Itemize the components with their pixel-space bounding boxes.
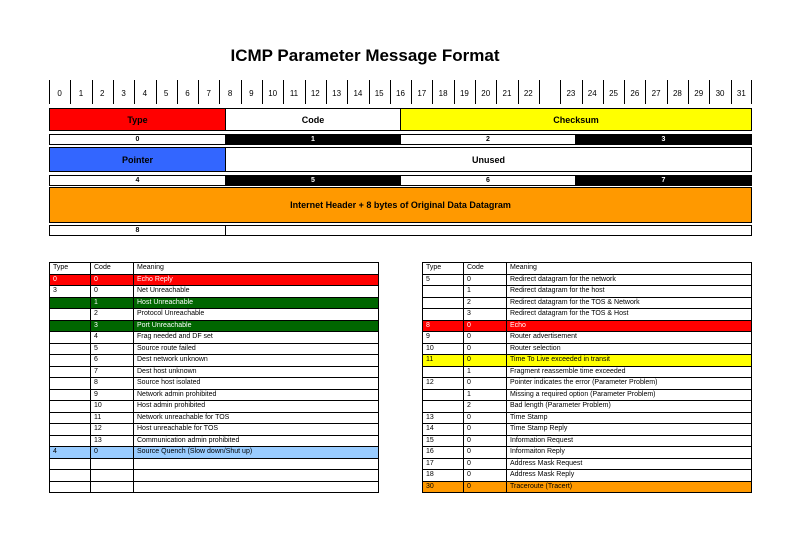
bit-ruler <box>49 80 752 104</box>
table-cell-type: 5 <box>423 274 464 286</box>
bit-number: 26 <box>630 89 640 98</box>
bit-number: 13 <box>332 89 342 98</box>
bit-number: 29 <box>694 89 704 98</box>
bit-tick <box>603 80 604 104</box>
bit-tick <box>539 80 540 104</box>
table-header-row <box>50 263 379 275</box>
table-cell-code: 0 <box>464 320 507 332</box>
table-cell-meaning: Traceroute (Tracert) <box>507 481 752 493</box>
bit-number: 16 <box>396 89 405 98</box>
table-cell-type <box>50 401 91 413</box>
bit-tick <box>390 80 391 104</box>
header-row-3 <box>49 187 752 223</box>
table-cell-code: 2 <box>464 297 507 309</box>
bit-number: 30 <box>715 89 725 98</box>
table-row <box>50 378 379 390</box>
table-cell-code: 0 <box>464 458 507 470</box>
table-cell-meaning <box>134 470 379 482</box>
byte-index: 0 <box>50 135 226 144</box>
bit-tick <box>241 80 242 104</box>
byte-row-2 <box>49 175 752 186</box>
table-row <box>50 355 379 367</box>
table-header-cell: Type <box>50 263 91 275</box>
bit-number: 3 <box>121 89 126 98</box>
table-cell-meaning: Source route failed <box>134 343 379 355</box>
table-row <box>423 401 752 413</box>
table-cell-meaning: Port Unreachable <box>134 320 379 332</box>
table-cell-code: 0 <box>464 424 507 436</box>
table-cell-code: 0 <box>464 435 507 447</box>
table-cell-type <box>423 297 464 309</box>
byte-index: 2 <box>401 135 576 144</box>
table-cell-meaning: Host unreachable for TOS <box>134 424 379 436</box>
table-row <box>423 470 752 482</box>
table-cell-type <box>50 470 91 482</box>
bit-number: 1 <box>78 89 84 98</box>
table-row <box>50 286 379 298</box>
table-cell-meaning: Information Request <box>507 435 752 447</box>
field-checksum: Checksum <box>401 109 751 130</box>
table-row <box>50 366 379 378</box>
table-row <box>50 332 379 344</box>
table-row <box>423 435 752 447</box>
table-cell-type <box>423 366 464 378</box>
bit-tick <box>709 80 710 104</box>
table-cell-meaning: Redirect datagram for the network <box>507 274 752 286</box>
table-cell-code: 0 <box>91 286 134 298</box>
table-cell-code: 11 <box>91 412 134 424</box>
table-row <box>50 274 379 286</box>
bit-number: 31 <box>736 89 746 98</box>
table-cell-meaning: Network admin prohibited <box>134 389 379 401</box>
table-row <box>423 447 752 459</box>
table-cell-meaning: Redirect datagram for the host <box>507 286 752 298</box>
table-cell-type: 10 <box>423 343 464 355</box>
bit-tick <box>582 80 583 104</box>
bit-tick <box>283 80 284 104</box>
table-cell-meaning: Informaiton Reply <box>507 447 752 459</box>
table-row <box>50 320 379 332</box>
bit-tick <box>731 80 732 104</box>
table-cell-meaning: Echo Reply <box>134 274 379 286</box>
table-cell-type <box>50 332 91 344</box>
table-cell-meaning: Host Unreachable <box>134 297 379 309</box>
table-cell-type: 14 <box>423 424 464 436</box>
bit-number: 4 <box>142 89 148 98</box>
bit-tick <box>156 80 157 104</box>
table-cell-meaning: Echo <box>507 320 752 332</box>
bit-number: 25 <box>609 89 618 98</box>
bit-tick <box>219 80 220 104</box>
table-cell-type <box>50 435 91 447</box>
table-cell-meaning <box>134 458 379 470</box>
byte-index: 3 <box>576 135 751 144</box>
bit-number: 19 <box>459 89 469 98</box>
bit-tick <box>198 80 199 104</box>
table-row <box>50 458 379 470</box>
table-cell-meaning: Redirect datagram for the TOS & Host <box>507 309 752 321</box>
table-cell-type <box>50 355 91 367</box>
table-cell-code: 1 <box>464 286 507 298</box>
table-row <box>50 412 379 424</box>
bit-number: 11 <box>289 89 299 98</box>
table-cell-type <box>50 389 91 401</box>
table-cell-meaning: Dest network unknown <box>134 355 379 367</box>
table-cell-type: 0 <box>50 274 91 286</box>
table-cell-meaning: Source host isolated <box>134 378 379 390</box>
table-cell-type: 4 <box>50 447 91 459</box>
table-cell-meaning: Fragment reassemble time exceeded <box>507 366 752 378</box>
table-cell-meaning: Protocol Unreachable <box>134 309 379 321</box>
bit-number: 6 <box>185 89 190 98</box>
table-cell-meaning: Missing a required option (Parameter Problem) <box>507 389 752 401</box>
bit-number: 0 <box>57 89 62 98</box>
table-row <box>423 274 752 286</box>
left-code-table <box>49 262 379 493</box>
table-cell-meaning: Time Stamp <box>507 412 752 424</box>
bit-tick <box>751 80 752 104</box>
table-row <box>50 389 379 401</box>
byte-index: 6 <box>401 176 576 185</box>
table-header-cell: Meaning <box>507 263 752 275</box>
table-cell-type <box>50 320 91 332</box>
table-row <box>423 378 752 390</box>
table-cell-code: 3 <box>464 309 507 321</box>
table-cell-code: 13 <box>91 435 134 447</box>
table-header-cell: Code <box>91 263 134 275</box>
bit-tick <box>688 80 689 104</box>
bit-tick <box>667 80 668 104</box>
table-header-row <box>423 263 752 275</box>
table-row <box>50 470 379 482</box>
table-cell-code: 12 <box>91 424 134 436</box>
table-row <box>50 343 379 355</box>
table-cell-code: 0 <box>464 343 507 355</box>
table-cell-code: 8 <box>91 378 134 390</box>
table-cell-code: 0 <box>464 274 507 286</box>
byte-row-3 <box>49 225 752 236</box>
table-row <box>50 309 379 321</box>
bit-number: 10 <box>268 89 278 98</box>
table-row <box>423 424 752 436</box>
table-cell-type: 3 <box>50 286 91 298</box>
header-row-2 <box>49 147 752 172</box>
table-cell-type: 9 <box>423 332 464 344</box>
table-cell-meaning: Dest host unknown <box>134 366 379 378</box>
table-cell-code: 1 <box>91 297 134 309</box>
table-cell-code: 6 <box>91 355 134 367</box>
table-cell-meaning: Time Stamp Reply <box>507 424 752 436</box>
bit-tick <box>475 80 476 104</box>
bit-tick <box>518 80 519 104</box>
table-row <box>423 366 752 378</box>
table-cell-type <box>423 389 464 401</box>
table-cell-type <box>50 458 91 470</box>
bit-number: 2 <box>100 89 105 98</box>
bit-tick <box>326 80 327 104</box>
table-row <box>423 355 752 367</box>
table-cell-meaning: Address Mask Reply <box>507 470 752 482</box>
header-row-1 <box>49 108 752 131</box>
table-row <box>50 447 379 459</box>
table-cell-code: 1 <box>464 366 507 378</box>
table-cell-type <box>423 401 464 413</box>
table-cell-type <box>50 309 91 321</box>
table-cell-type: 13 <box>423 412 464 424</box>
table-header-cell: Code <box>464 263 507 275</box>
table-cell-type <box>423 309 464 321</box>
byte-index <box>226 226 751 235</box>
bit-number: 15 <box>374 89 384 98</box>
bit-number: 7 <box>206 89 211 98</box>
table-cell-code: 2 <box>464 401 507 413</box>
table-row <box>423 458 752 470</box>
table-cell-code: 0 <box>91 447 134 459</box>
table-cell-code: 2 <box>91 309 134 321</box>
bit-number: 18 <box>438 89 448 98</box>
table-cell-type <box>50 481 91 493</box>
bit-number: 24 <box>587 89 597 98</box>
table-cell-meaning: Address Mask Request <box>507 458 752 470</box>
table-cell-meaning <box>134 481 379 493</box>
table-cell-code: 0 <box>464 355 507 367</box>
page-title: ICMP Parameter Message Format <box>230 46 500 65</box>
table-row <box>423 332 752 344</box>
table-cell-type: 11 <box>423 355 464 367</box>
field-code: Code <box>226 109 401 130</box>
table-cell-code <box>91 481 134 493</box>
bit-tick <box>560 80 561 104</box>
table-row <box>423 297 752 309</box>
bit-tick <box>113 80 114 104</box>
table-cell-type <box>50 366 91 378</box>
table-cell-code <box>91 458 134 470</box>
field-pointer: Pointer <box>50 148 226 171</box>
table-cell-code: 4 <box>91 332 134 344</box>
bit-tick <box>134 80 135 104</box>
table-cell-meaning: Redirect datagram for the TOS & Network <box>507 297 752 309</box>
table-cell-type: 17 <box>423 458 464 470</box>
bit-number: 17 <box>417 89 427 98</box>
table-row <box>50 481 379 493</box>
table-row <box>423 320 752 332</box>
bit-tick <box>347 80 348 104</box>
table-cell-type: 30 <box>423 481 464 493</box>
bit-tick <box>624 80 625 104</box>
table-cell-type: 18 <box>423 470 464 482</box>
bit-tick <box>496 80 497 104</box>
table-cell-code: 0 <box>464 332 507 344</box>
table-cell-type <box>50 297 91 309</box>
bit-number: 8 <box>227 89 233 98</box>
bit-tick <box>369 80 370 104</box>
table-row <box>50 297 379 309</box>
byte-index: 8 <box>50 226 226 235</box>
table-row <box>50 424 379 436</box>
table-row <box>423 481 752 493</box>
byte-index: 7 <box>576 176 751 185</box>
bit-tick <box>262 80 263 104</box>
table-cell-code: 5 <box>91 343 134 355</box>
table-cell-type: 15 <box>423 435 464 447</box>
bit-tick <box>305 80 306 104</box>
table-row <box>50 435 379 447</box>
bit-number: 14 <box>353 89 363 98</box>
byte-index: 4 <box>50 176 226 185</box>
bit-number: 28 <box>672 89 682 98</box>
table-cell-code: 7 <box>91 366 134 378</box>
field-unused: Unused <box>226 148 751 171</box>
table-header-cell: Meaning <box>134 263 379 275</box>
table-cell-code: 0 <box>464 470 507 482</box>
bit-number: 5 <box>163 89 169 98</box>
table-cell-code: 0 <box>91 274 134 286</box>
table-cell-type <box>50 343 91 355</box>
table-row <box>50 401 379 413</box>
bit-tick <box>49 80 50 104</box>
bit-tick <box>92 80 93 104</box>
table-cell-code: 0 <box>464 447 507 459</box>
bit-tick <box>70 80 71 104</box>
table-cell-type <box>50 412 91 424</box>
table-cell-meaning: Net Unreachable <box>134 286 379 298</box>
byte-row-1 <box>49 134 752 145</box>
field-internet-header-8-bytes-of-original-data-datagram: Internet Header + 8 bytes of Original Data Datagram <box>50 188 751 222</box>
table-cell-code: 9 <box>91 389 134 401</box>
table-cell-meaning: Pointer indicates the error (Parameter Problem) <box>507 378 752 390</box>
byte-index: 1 <box>226 135 401 144</box>
table-cell-meaning: Host admin prohibited <box>134 401 379 413</box>
bit-number: 27 <box>651 89 661 98</box>
byte-index: 5 <box>226 176 401 185</box>
table-cell-type: 8 <box>423 320 464 332</box>
table-cell-meaning: Source Quench (Slow down/Shut up) <box>134 447 379 459</box>
table-cell-meaning: Communication admin prohibited <box>134 435 379 447</box>
bit-number: 21 <box>502 89 512 98</box>
table-cell-meaning: Time To Live exceeded in transit <box>507 355 752 367</box>
table-cell-code: 0 <box>464 412 507 424</box>
table-row <box>423 309 752 321</box>
table-cell-code: 0 <box>464 481 507 493</box>
bit-tick <box>645 80 646 104</box>
table-cell-meaning: Network unreachable for TOS <box>134 412 379 424</box>
table-header-cell: Type <box>423 263 464 275</box>
bit-tick <box>432 80 433 104</box>
table-cell-code: 3 <box>91 320 134 332</box>
table-row <box>423 343 752 355</box>
right-code-table <box>422 262 752 493</box>
bit-number: 20 <box>481 89 491 98</box>
field-type: Type <box>50 109 226 130</box>
table-cell-meaning: Frag needed and DF set <box>134 332 379 344</box>
bit-number: 22 <box>523 89 533 98</box>
bit-number: 23 <box>566 89 576 98</box>
table-cell-type <box>50 424 91 436</box>
bit-tick <box>411 80 412 104</box>
table-cell-meaning: Router selection <box>507 343 752 355</box>
table-cell-type: 16 <box>423 447 464 459</box>
table-cell-code: 1 <box>464 389 507 401</box>
bit-number: 12 <box>310 89 320 98</box>
table-cell-meaning: Router advertisement <box>507 332 752 344</box>
table-row <box>423 286 752 298</box>
table-row <box>423 412 752 424</box>
bit-tick <box>454 80 455 104</box>
table-cell-type: 12 <box>423 378 464 390</box>
table-cell-type <box>423 286 464 298</box>
table-cell-code: 10 <box>91 401 134 413</box>
table-cell-meaning: Bad length (Parameter Problem) <box>507 401 752 413</box>
table-cell-code: 0 <box>464 378 507 390</box>
table-row <box>423 389 752 401</box>
table-cell-code <box>91 470 134 482</box>
bit-number: 9 <box>249 89 254 98</box>
bit-tick <box>177 80 178 104</box>
table-cell-type <box>50 378 91 390</box>
